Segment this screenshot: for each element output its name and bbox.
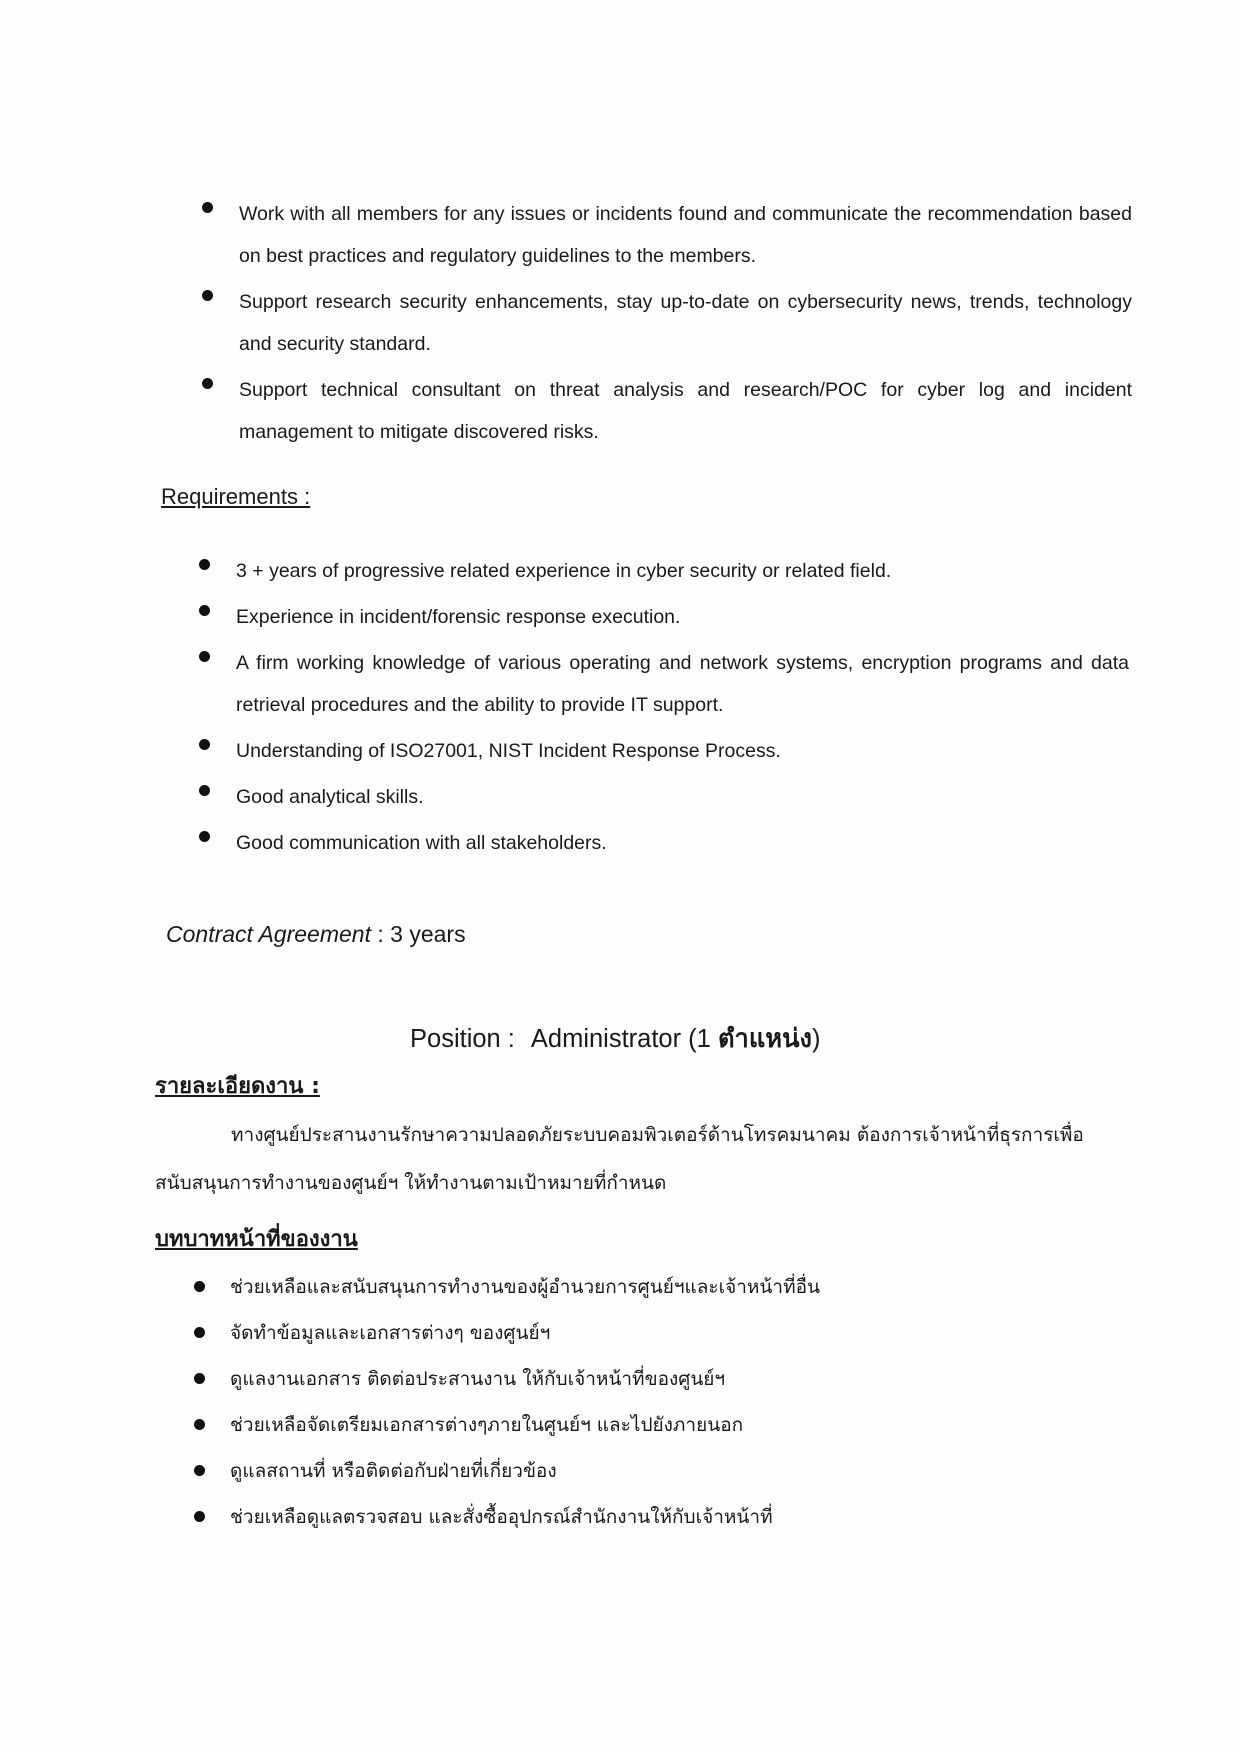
requirements-heading: Requirements : [161, 484, 311, 509]
contract-label: Contract Agreement [166, 921, 371, 947]
list-item: ดูแลงานเอกสาร ติดต่อประสานงาน ให้กับเจ้าหน้าที่ของศูนย์ฯ [194, 1359, 1094, 1399]
list-item: Experience in incident/forensic response execution. [199, 596, 1129, 638]
list-item: จัดทำข้อมูลและเอกสารต่างๆ ของศูนย์ฯ [194, 1313, 1094, 1353]
position-role: Administrator (1 [530, 1025, 718, 1053]
position-role-close: ) [811, 1025, 821, 1053]
bullet-icon [199, 559, 210, 570]
list-item: A firm working knowledge of various operating and network systems, encryption programs and data retrieval procedures and the ability to provide IT support. [199, 642, 1129, 726]
contract-value: : 3 years [377, 921, 466, 947]
list-item: Support technical consultant on threat analysis and research/POC for cyber log and incident management to mitigate discovered risks. [202, 369, 1132, 453]
bullet-icon [199, 651, 210, 662]
list-item: ดูแลสถานที่ หรือติดต่อกับฝ่ายที่เกี่ยวข้อง [194, 1451, 1094, 1491]
requirements-list [199, 550, 1129, 868]
contract-agreement [166, 921, 466, 948]
position-title [410, 1019, 820, 1059]
bullet-icon [199, 605, 210, 616]
bullet-icon [194, 1465, 205, 1476]
bullet-icon [194, 1511, 205, 1522]
duties-list [194, 1267, 1094, 1543]
duties-heading: บทบาทหน้าที่ของงาน [155, 1227, 358, 1252]
bullet-icon [199, 785, 210, 796]
bullet-icon [194, 1373, 205, 1384]
position-role-thai: ตำแหน่ง [717, 1025, 812, 1053]
job-details-heading: รายละเอียดงาน : [155, 1074, 320, 1099]
list-item: Good analytical skills. [199, 776, 1129, 818]
bullet-icon [202, 290, 213, 301]
list-item: ช่วยเหลือจัดเตรียมเอกสารต่างๆภายในศูนย์ฯ และไปยังภายนอก [194, 1405, 1094, 1445]
list-item: Work with all members for any issues or incidents found and communicate the recommendation based on best practices and regulatory guidelines to the members. [202, 193, 1132, 277]
bullet-icon [202, 378, 213, 389]
list-item: ช่วยเหลือและสนับสนุนการทำงานของผู้อำนวยการศูนย์ฯและเจ้าหน้าที่อื่น [194, 1267, 1094, 1307]
bullet-icon [194, 1281, 205, 1292]
bullet-icon [194, 1419, 205, 1430]
job-details-text: ทางศูนย์ประสานงานรักษาความปลอดภัยระบบคอมพิวเตอร์ด้านโทรคมนาคม ต้องการเจ้าหน้าที่ธุรการเพื่อสนับสนุนการทำงานของศูนย์ฯ ให้ทำงานตามเป้าหมายที่กำหนด [155, 1124, 1084, 1194]
list-item: Good communication with all stakeholders. [199, 822, 1129, 864]
bullet-icon [194, 1327, 205, 1338]
responsibilities-list [202, 193, 1132, 457]
position-label: Position : [410, 1025, 515, 1053]
list-item: Support research security enhancements, stay up-to-date on cybersecurity news, trends, technology and security standard. [202, 281, 1132, 365]
list-item: 3 + years of progressive related experience in cyber security or related field. [199, 550, 1129, 592]
bullet-icon [199, 739, 210, 750]
list-item: Understanding of ISO27001, NIST Incident Response Process. [199, 730, 1129, 772]
list-item: ช่วยเหลือดูแลตรวจสอบ และสั่งซื้ออุปกรณ์สำนักงานให้กับเจ้าหน้าที่ [194, 1497, 1094, 1537]
bullet-icon [202, 202, 213, 213]
bullet-icon [199, 831, 210, 842]
